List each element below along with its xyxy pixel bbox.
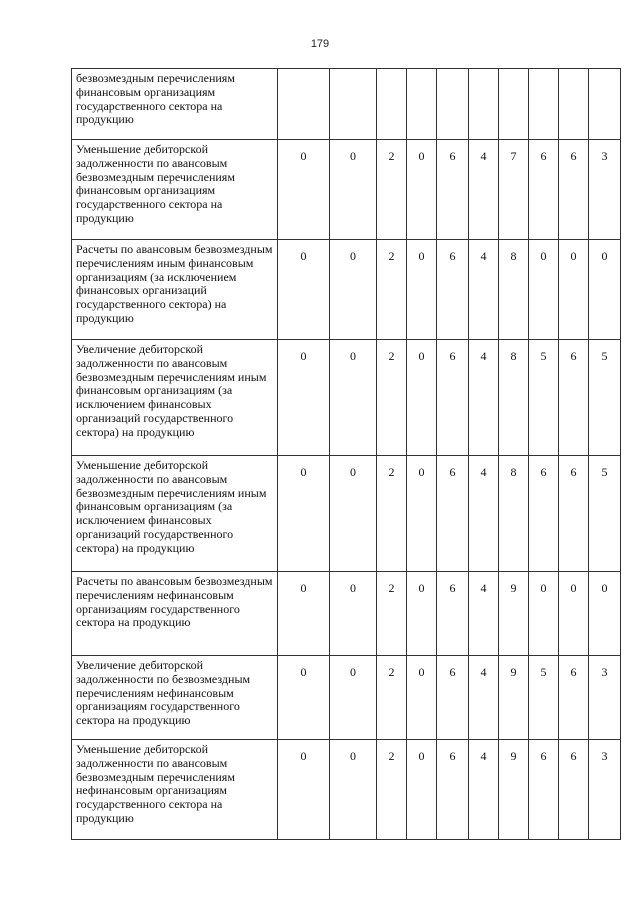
code-digit: 4 xyxy=(469,240,499,340)
table-row xyxy=(72,572,621,656)
code-digit xyxy=(559,69,589,140)
table-row xyxy=(72,740,621,840)
code-digit: 0 xyxy=(407,740,437,840)
code-digit: 0 xyxy=(407,456,437,572)
code-digit: 2 xyxy=(377,240,407,340)
code-digit: 0 xyxy=(330,140,377,240)
code-digit: 5 xyxy=(529,656,559,740)
code-digit: 3 xyxy=(589,656,621,740)
code-digit: 0 xyxy=(559,240,589,340)
code-digit: 4 xyxy=(469,740,499,840)
code-digit: 6 xyxy=(437,456,469,572)
code-digit: 8 xyxy=(499,340,529,456)
code-digit: 0 xyxy=(407,140,437,240)
row-description: Уменьшение дебиторской задолженности по авансовым безвозмездным перечислениям финансовым организациям государственного сектора на продукцию xyxy=(72,140,278,240)
code-digit: 7 xyxy=(499,140,529,240)
code-digit xyxy=(377,69,407,140)
code-digit xyxy=(437,69,469,140)
code-digit: 0 xyxy=(407,572,437,656)
code-digit: 6 xyxy=(437,656,469,740)
code-digit: 0 xyxy=(278,140,330,240)
code-digit: 6 xyxy=(559,340,589,456)
code-digit: 0 xyxy=(278,572,330,656)
code-digit: 4 xyxy=(469,572,499,656)
code-digit: 3 xyxy=(589,740,621,840)
row-description: Уменьшение дебиторской задолженности по авансовым безвозмездным перечислениям нефинансовым организациям государственного сектора на продукцию xyxy=(72,740,278,840)
row-description: Увеличение дебиторской задолженности по безвозмездным перечислениям нефинансовым организациям государственного сектора на продукцию xyxy=(72,656,278,740)
code-digit xyxy=(278,69,330,140)
code-digit: 5 xyxy=(589,340,621,456)
account-codes-table xyxy=(71,68,621,840)
code-digit: 0 xyxy=(278,340,330,456)
code-digit: 6 xyxy=(559,740,589,840)
row-description: Расчеты по авансовым безвозмездным перечислениям нефинансовым организациям государственного сектора на продукцию xyxy=(72,572,278,656)
code-digit: 8 xyxy=(499,240,529,340)
code-digit xyxy=(499,69,529,140)
code-digit: 8 xyxy=(499,456,529,572)
code-digit: 4 xyxy=(469,656,499,740)
code-digit: 6 xyxy=(529,456,559,572)
code-digit: 0 xyxy=(278,740,330,840)
code-digit: 6 xyxy=(559,140,589,240)
code-digit: 4 xyxy=(469,456,499,572)
code-digit: 0 xyxy=(330,456,377,572)
code-digit: 2 xyxy=(377,340,407,456)
code-digit: 3 xyxy=(589,140,621,240)
code-digit: 2 xyxy=(377,456,407,572)
code-digit: 0 xyxy=(330,240,377,340)
code-digit: 6 xyxy=(437,140,469,240)
table-row xyxy=(72,340,621,456)
code-digit: 0 xyxy=(589,240,621,340)
code-digit xyxy=(529,69,559,140)
code-digit: 6 xyxy=(529,140,559,240)
code-digit: 0 xyxy=(278,656,330,740)
code-digit: 9 xyxy=(499,656,529,740)
row-description: Увеличение дебиторской задолженности по авансовым безвозмездным перечислениям иным финансовым организациям (за исключением финансовых организаций государственного сектора) на продукцию xyxy=(72,340,278,456)
code-digit: 4 xyxy=(469,140,499,240)
table-row xyxy=(72,240,621,340)
code-digit: 0 xyxy=(529,240,559,340)
code-digit: 0 xyxy=(330,340,377,456)
code-digit: 2 xyxy=(377,572,407,656)
code-digit: 6 xyxy=(559,456,589,572)
code-digit xyxy=(589,69,621,140)
table-row xyxy=(72,656,621,740)
code-digit: 2 xyxy=(377,740,407,840)
code-digit: 0 xyxy=(330,656,377,740)
code-digit: 9 xyxy=(499,572,529,656)
code-digit: 0 xyxy=(330,572,377,656)
table-row xyxy=(72,456,621,572)
code-digit: 5 xyxy=(589,456,621,572)
code-digit: 6 xyxy=(529,740,559,840)
code-digit: 0 xyxy=(330,740,377,840)
code-digit: 0 xyxy=(589,572,621,656)
row-description: Расчеты по авансовым безвозмездным перечислениям иным финансовым организациям (за исключением финансовых организаций государственного сектора) на продукцию xyxy=(72,240,278,340)
code-digit xyxy=(330,69,377,140)
code-digit: 0 xyxy=(407,240,437,340)
code-digit xyxy=(469,69,499,140)
code-digit: 5 xyxy=(529,340,559,456)
code-digit: 0 xyxy=(278,456,330,572)
row-description: Уменьшение дебиторской задолженности по авансовым безвозмездным перечислениям иным финансовым организациям (за исключением финансовых организаций государственного сектора) на продукцию xyxy=(72,456,278,572)
page-number: 179 xyxy=(310,38,330,50)
code-digit: 0 xyxy=(529,572,559,656)
code-digit: 0 xyxy=(278,240,330,340)
code-digit: 2 xyxy=(377,140,407,240)
code-digit: 0 xyxy=(407,656,437,740)
code-digit: 0 xyxy=(407,340,437,456)
code-digit: 0 xyxy=(559,572,589,656)
code-digit: 9 xyxy=(499,740,529,840)
code-digit xyxy=(407,69,437,140)
table-row xyxy=(72,69,621,140)
table-row xyxy=(72,140,621,240)
code-digit: 4 xyxy=(469,340,499,456)
code-digit: 6 xyxy=(437,740,469,840)
row-description: безвозмездным перечислениям финансовым организациям государственного сектора на продукцию xyxy=(72,69,278,140)
code-digit: 2 xyxy=(377,656,407,740)
code-digit: 6 xyxy=(437,340,469,456)
code-digit: 6 xyxy=(559,656,589,740)
code-digit: 6 xyxy=(437,572,469,656)
code-digit: 6 xyxy=(437,240,469,340)
